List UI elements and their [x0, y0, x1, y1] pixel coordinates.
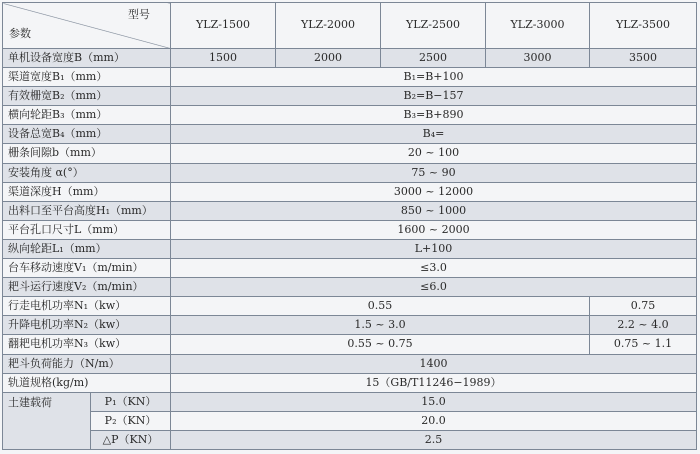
- model-header: YLZ-1500: [171, 3, 276, 49]
- row-label: 台车移动速度V₁（m/min）: [3, 259, 171, 278]
- row-value: 15.0: [171, 392, 697, 411]
- row-label: 渠道宽度B₁（mm）: [3, 68, 171, 87]
- row-value: 15（GB/T11246−1989）: [171, 373, 697, 392]
- row-value: 2.2 ~ 4.0: [590, 316, 697, 335]
- row-label: 纵向轮距L₁（mm）: [3, 239, 171, 258]
- row-value: 0.75: [590, 297, 697, 316]
- param-label: 参数: [9, 26, 31, 40]
- row-label: 设备总宽B₄（mm）: [3, 125, 171, 144]
- row-value: B₄=: [171, 125, 697, 144]
- model-header: YLZ-3000: [486, 3, 590, 49]
- row-value: 3000 ~ 12000: [171, 182, 697, 201]
- table-row: [3, 201, 697, 220]
- row-value: 1500: [171, 49, 276, 68]
- row-label: 渠道深度H（mm）: [3, 182, 171, 201]
- civil-sub-label: △P（KN）: [91, 430, 171, 449]
- row-value: 3500: [590, 49, 697, 68]
- table-row: [3, 297, 697, 316]
- row-label: 横向轮距B₃（mm）: [3, 106, 171, 125]
- model-header: YLZ-2500: [381, 3, 486, 49]
- row-value: 75 ~ 90: [171, 163, 697, 182]
- row-value: 20.0: [171, 411, 697, 430]
- table-row: [3, 278, 697, 297]
- row-label: 翻耙电机功率N₃（kw）: [3, 335, 171, 354]
- table-row: [3, 430, 697, 449]
- row-value: B₁=B+100: [171, 68, 697, 87]
- table-row: [3, 239, 697, 258]
- row-label: 行走电机功率N₁（kw）: [3, 297, 171, 316]
- model-header: YLZ-2000: [276, 3, 381, 49]
- row-value: 2.5: [171, 430, 697, 449]
- table-row: [3, 87, 697, 106]
- row-value: 850 ~ 1000: [171, 201, 697, 220]
- spec-table: [2, 2, 697, 450]
- table-row: [3, 259, 697, 278]
- row-value: 20 ~ 100: [171, 144, 697, 163]
- row-label: 平台孔口尺寸L（mm）: [3, 220, 171, 239]
- table-row: [3, 144, 697, 163]
- row-value: 0.55: [171, 297, 590, 316]
- table-row: [3, 125, 697, 144]
- table-row: [3, 106, 697, 125]
- row-value: 2000: [276, 49, 381, 68]
- table-row: [3, 354, 697, 373]
- row-value: B₂=B−157: [171, 87, 697, 106]
- header-corner-cell: [3, 3, 171, 49]
- row-label: 安装角度 α(°）: [3, 163, 171, 182]
- row-label: 轨道规格(kg/m): [3, 373, 171, 392]
- table-row: [3, 220, 697, 239]
- row-label: 单机设备宽度B（mm）: [3, 49, 171, 68]
- row-value: B₃=B+890: [171, 106, 697, 125]
- table-row: [3, 182, 697, 201]
- table-row: [3, 163, 697, 182]
- row-value: ≤3.0: [171, 259, 697, 278]
- row-value: 1600 ~ 2000: [171, 220, 697, 239]
- civil-sub-label: P₂（KN）: [91, 411, 171, 430]
- table-row: [3, 335, 697, 354]
- civil-sub-label: P₁（KN）: [91, 392, 171, 411]
- table-row: [3, 68, 697, 87]
- row-value: 1.5 ~ 3.0: [171, 316, 590, 335]
- row-value: 2500: [381, 49, 486, 68]
- row-value: 3000: [486, 49, 590, 68]
- table-row: [3, 49, 697, 68]
- row-label: 升降电机功率N₂（kw）: [3, 316, 171, 335]
- row-label: 耙斗运行速度V₂（m/min）: [3, 278, 171, 297]
- row-value: ≤6.0: [171, 278, 697, 297]
- model-header: YLZ-3500: [590, 3, 697, 49]
- row-value: 1400: [171, 354, 697, 373]
- row-value: L+100: [171, 239, 697, 258]
- model-label: 型号: [128, 8, 150, 21]
- row-label: 出料口至平台高度H₁（mm）: [3, 201, 171, 220]
- header-row: [3, 3, 697, 49]
- table-row: [3, 373, 697, 392]
- row-label: 耙斗负荷能力（N/m）: [3, 354, 171, 373]
- table-row: [3, 411, 697, 430]
- row-label: 有效栅宽B₂（mm）: [3, 87, 171, 106]
- row-label: 栅条间隙b（mm）: [3, 144, 171, 163]
- table-row: [3, 316, 697, 335]
- civil-load-label: 土建载荷: [3, 392, 91, 449]
- row-value: 0.55 ~ 0.75: [171, 335, 590, 354]
- table-row: [3, 392, 697, 411]
- row-value: 0.75 ~ 1.1: [590, 335, 697, 354]
